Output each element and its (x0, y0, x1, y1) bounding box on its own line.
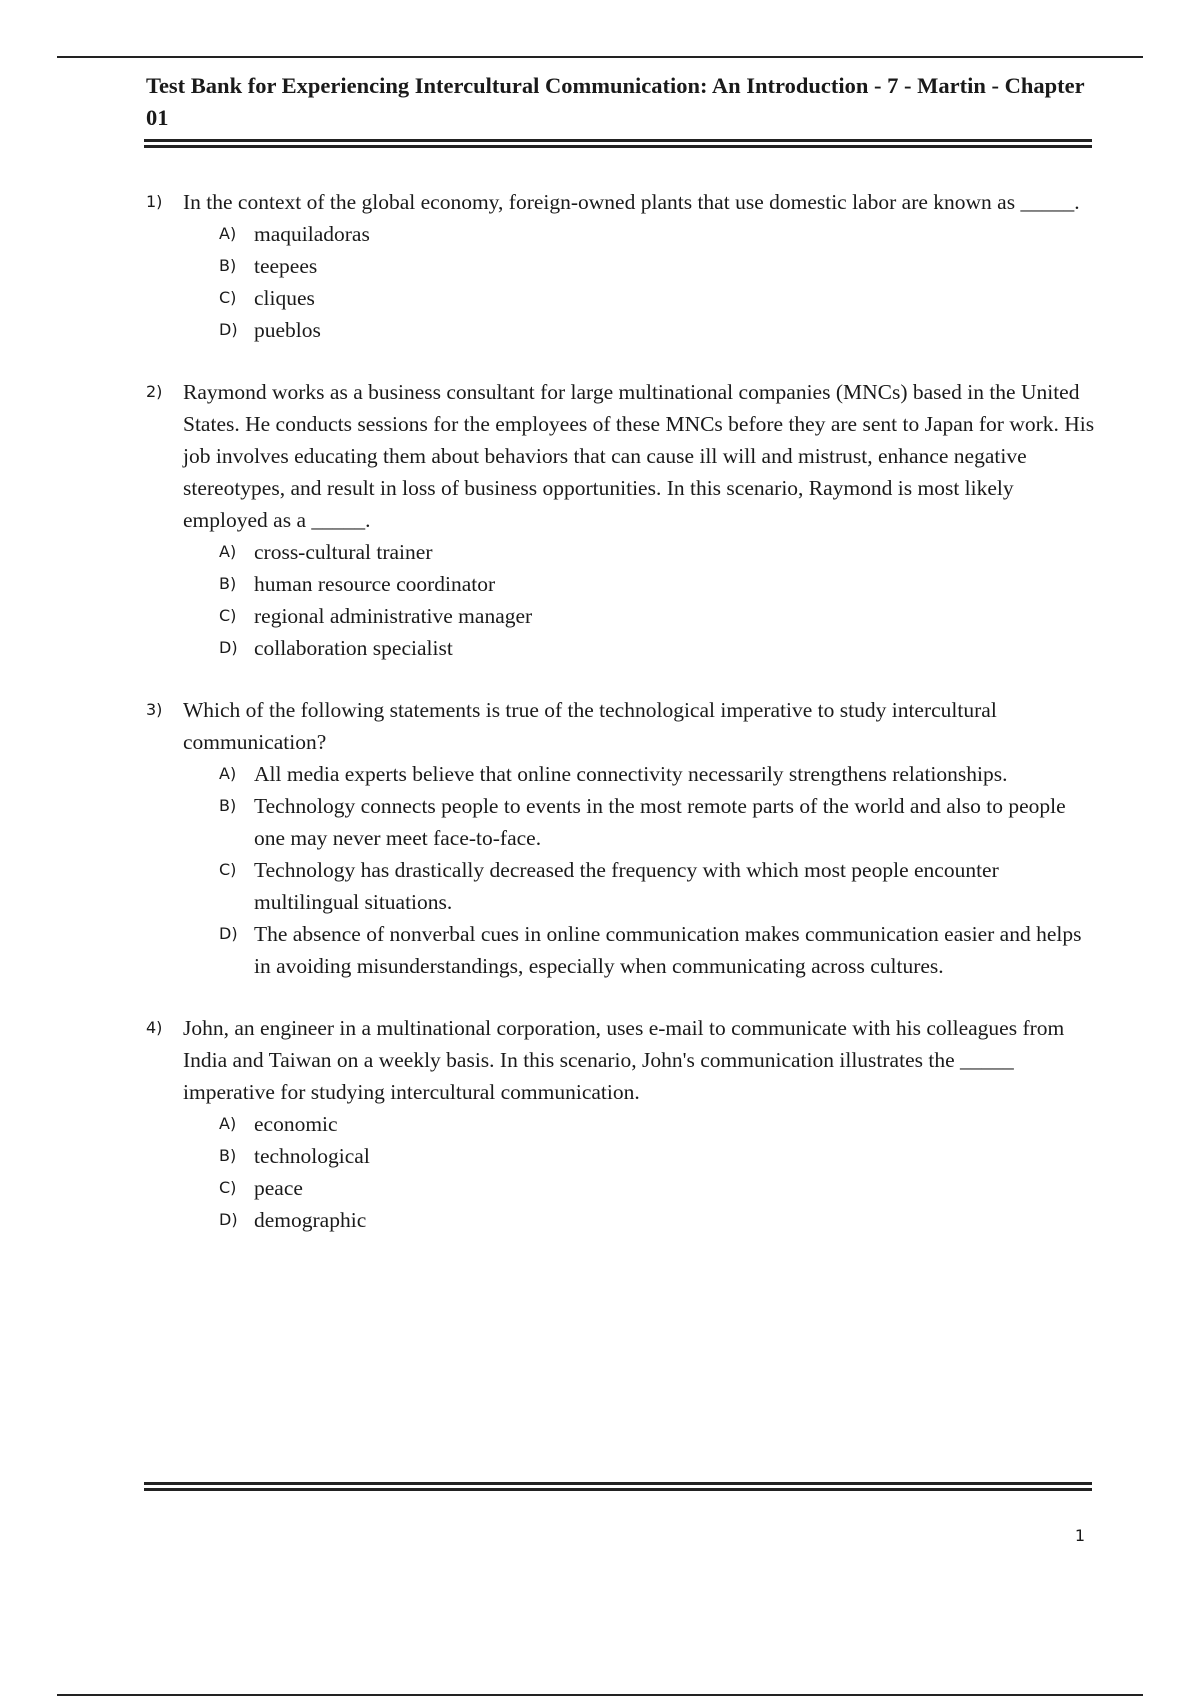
option-letter: A) (219, 542, 237, 561)
option-text: peace (254, 1176, 303, 1200)
answer-option-a (183, 536, 1096, 568)
option-letter: D) (219, 1210, 238, 1229)
question-stem: Which of the following statements is true of the technological imperative to study intercultural communication? (183, 698, 997, 754)
answer-option-d (183, 632, 1096, 664)
answer-option-d (183, 918, 1096, 982)
option-letter: A) (219, 1114, 237, 1133)
option-letter: A) (219, 224, 237, 243)
answer-option-d (183, 1204, 1096, 1236)
answer-options (183, 758, 1096, 982)
option-text: All media experts believe that online connectivity necessarily strengthens relationships. (254, 762, 1008, 786)
option-letter: C) (219, 860, 237, 879)
answer-option-b (183, 790, 1096, 854)
question-4 (146, 1012, 1096, 1236)
answer-option-b (183, 1140, 1096, 1172)
option-text: technological (254, 1144, 370, 1168)
option-text: demographic (254, 1208, 367, 1232)
option-letter: B) (219, 574, 237, 593)
answer-option-c (183, 282, 1096, 314)
question-stem: John, an engineer in a multinational corporation, uses e-mail to communicate with his colleagues from India and Taiwan on a weekly basis. In this scenario, John's communication illustrates the _____ imperative for studying intercultural communication. (183, 1016, 1065, 1104)
answer-option-b (183, 568, 1096, 600)
option-letter: D) (219, 638, 238, 657)
question-stem: In the context of the global economy, foreign-owned plants that use domestic labor are known as _____. (183, 190, 1080, 214)
bottom-page-rule (57, 1694, 1143, 1696)
option-letter: C) (219, 606, 237, 625)
page-number: 1 (1074, 1526, 1085, 1545)
option-letter: C) (219, 1178, 237, 1197)
answer-option-c (183, 854, 1096, 918)
question-number: 1) (146, 192, 163, 211)
answer-option-d (183, 314, 1096, 346)
option-letter: A) (219, 764, 237, 783)
option-text: regional administrative manager (254, 604, 533, 628)
document-title: Test Bank for Experiencing Intercultural Communication: An Introduction - 7 - Martin - Chapter 01 (146, 73, 1085, 130)
answer-option-c (183, 1172, 1096, 1204)
option-letter: B) (219, 796, 237, 815)
answer-option-b (183, 250, 1096, 282)
option-letter: C) (219, 288, 237, 307)
option-text: collaboration specialist (254, 636, 453, 660)
question-1 (146, 186, 1096, 346)
option-text: Technology has drastically decreased the frequency with which most people encounter multilingual situations. (254, 858, 999, 914)
option-letter: D) (219, 924, 238, 943)
option-text: Technology connects people to events in the most remote parts of the world and also to people one may never meet face-to-face. (254, 794, 1066, 850)
option-letter: D) (219, 320, 238, 339)
question-number: 3) (146, 700, 163, 719)
answer-options (183, 1108, 1096, 1236)
option-text: cliques (254, 286, 315, 310)
question-3 (146, 694, 1096, 982)
question-number: 4) (146, 1018, 163, 1037)
question-number: 2) (146, 382, 163, 401)
answer-options (183, 536, 1096, 664)
answer-options (183, 218, 1096, 346)
option-text: pueblos (254, 318, 321, 342)
option-text: cross-cultural trainer (254, 540, 433, 564)
footer-double-rule (144, 1482, 1092, 1491)
option-text: The absence of nonverbal cues in online communication makes communication easier and helps in avoiding misunderstandings, especially when communicating across cultures. (254, 922, 1082, 978)
top-page-rule (57, 56, 1143, 58)
answer-option-a (183, 218, 1096, 250)
option-letter: B) (219, 256, 237, 275)
answer-option-a (183, 1108, 1096, 1140)
option-text: teepees (254, 254, 318, 278)
answer-option-c (183, 600, 1096, 632)
answer-option-a (183, 758, 1096, 790)
option-letter: B) (219, 1146, 237, 1165)
question-list (146, 186, 1096, 1266)
question-stem: Raymond works as a business consultant for large multinational companies (MNCs) based in the United States. He conducts sessions for the employees of these MNCs before they are sent to Japan for work. His job involves educating them about behaviors that can cause ill will and mistrust, enhance negative stereotypes, and result in loss of business opportunities. In this scenario, Raymond is most likely employed as a _____. (183, 380, 1095, 532)
option-text: maquiladoras (254, 222, 370, 246)
question-2 (146, 376, 1096, 664)
header-double-rule (144, 139, 1092, 148)
option-text: economic (254, 1112, 338, 1136)
option-text: human resource coordinator (254, 572, 496, 596)
